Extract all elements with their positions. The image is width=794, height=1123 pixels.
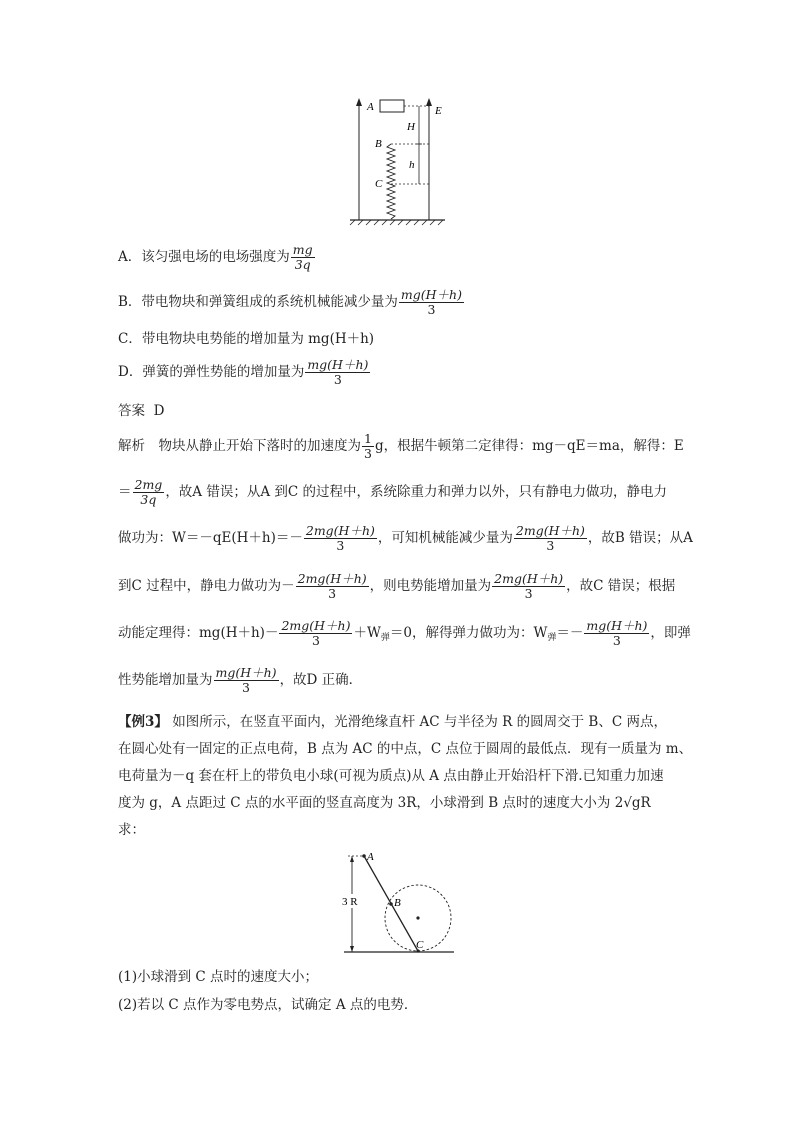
option-a (118, 243, 316, 272)
option-b-text: B．带电物块和弹簧组成的系统机械能减少量为 (118, 294, 398, 310)
option-a-text: A．该匀强电场的电场强度为 (118, 249, 290, 265)
example3-line-5: 求： (118, 822, 145, 838)
analysis-line-6: 性势能增加量为 $\frac{mg(H+h)}{3}$ ，故D 正确． (118, 665, 363, 695)
question-2: (2)若以 C 点作为零电势点，试确定 A 点的电势． (118, 997, 418, 1013)
option-b (118, 288, 465, 317)
analysis-line-4: 到C 过程中，静电力做功为－ $\frac{2mg(H+h)}{3}$ ，则电势能增加量为 $\frac{2mg(H+h)}{3}$ ，故C 错误；根据 (118, 571, 676, 601)
option-d-fraction: $\frac{mg(H+h)}{3}$ (307, 357, 369, 387)
fig1-label-h-small: h (409, 159, 415, 171)
option-d (118, 358, 371, 387)
option-d-text: D．弹簧的弹性势能的增加量为 (118, 364, 305, 380)
answer-label: 答案 (118, 403, 145, 419)
fig1-label-e: E (435, 105, 442, 117)
option-a-fraction: $\frac{mg}{3q}$ (292, 242, 313, 272)
answer-line (118, 402, 164, 420)
fig1-label-a: A (367, 101, 374, 113)
fig1-label-c: C (375, 178, 383, 190)
analysis-line-5: 动能定理得：mg(H＋h)－ $\frac{2mg(H+h)}{3}$ $+W_弹=0$，解得弹力做功为：$W_弹=-$ $\frac{mg(H+h)}{3}$ ，即弹 (118, 618, 691, 648)
fig2-label-c: C (416, 939, 424, 951)
example3-line-4: 度为 g，A 点距过 C 点的水平面的竖直高度为 3R，小球滑到 B 点时的速度大小为 2√gR (118, 795, 651, 811)
option-b-fraction: $\frac{mg(H+h)}{3}$ (400, 287, 462, 317)
analysis-line-1: 解析 物块从静止开始下落时的加速度为 $\frac{1}{3}$ g，根据牛顿第二定律得：mg－qE＝ma，解得：E (118, 431, 684, 461)
example3-line-3: 电荷量为－q 套在杆上的带负电小球(可视为质点)从 A 点由静止开始沿杆下滑.已知重力加速 (118, 768, 664, 784)
spring-field-figure (345, 92, 455, 227)
example3-line-1: 【例3】 如图所示，在竖直平面内，光滑绝缘直杆 AC 与半径为 R 的圆周交于 B、C 两点， (118, 714, 667, 730)
rod-circle-figure (338, 848, 458, 958)
fig2-label-b: B (394, 897, 401, 909)
analysis-line-3: 做功为：W＝－qE(H＋h)＝－ $\frac{2mg(H+h)}{3}$ ，可知机械能减少量为 $\frac{2mg(H+h)}{3}$ ，故B 错误；从A (118, 523, 693, 553)
option-c: C．带电物块电势能的增加量为 mg(H＋h) (118, 331, 375, 347)
analysis-line-2: ＝ $\frac{2mg}{3q}$ ，故A 错误；从A 到C 的过程中，系统除重力和弹力以外，只有静电力做功，静电力 (118, 477, 668, 507)
fig1-label-b: B (375, 138, 382, 150)
fig1-label-h-big: H (407, 121, 415, 133)
example3-tag: 【例3】 (118, 714, 168, 730)
fig2-label-3r: 3 R (342, 896, 358, 908)
example3-line-2: 在圆心处有一固定的正点电荷，B 点为 AC 的中点，C 点位于圆周的最低点．现有一质量为 m、 (118, 741, 693, 757)
question-1: (1)小球滑到 C 点时的速度大小； (118, 969, 319, 985)
fig2-label-a: A (367, 851, 374, 863)
answer-value: D (153, 403, 165, 419)
